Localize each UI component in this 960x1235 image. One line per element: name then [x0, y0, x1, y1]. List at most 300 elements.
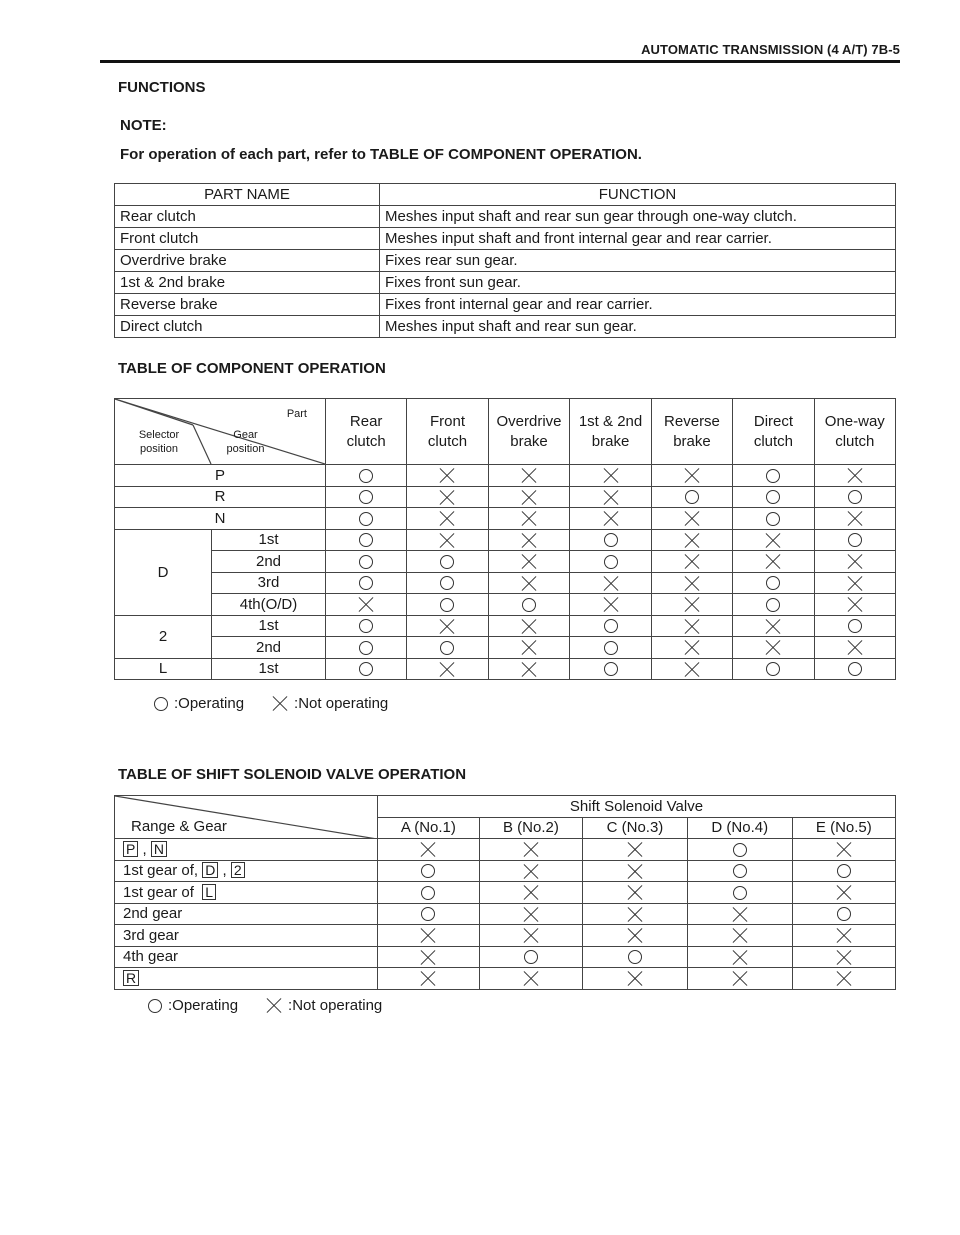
cross-icon: [272, 696, 288, 712]
corner-label-selector-position: Selector position: [138, 429, 180, 455]
table-row: [115, 316, 896, 338]
circle-icon: [848, 662, 862, 676]
operation-cell: [407, 572, 488, 594]
cross-icon: [521, 575, 537, 591]
operation-cell: [733, 594, 814, 616]
selector-position-cell: D: [115, 529, 212, 615]
note-text: For operation of each part, refer to TABLE OF COMPONENT OPERATION.: [120, 146, 642, 163]
operation-cell: [733, 572, 814, 594]
functions-header-row: [115, 184, 896, 206]
solenoid-state-cell: [583, 839, 688, 861]
column-header: [814, 399, 895, 465]
column-header-line: Reverse: [664, 412, 720, 430]
circle-icon: [766, 576, 780, 590]
cross-icon: [847, 597, 863, 613]
cross-icon: [627, 885, 643, 901]
selector-position-cell: L: [115, 658, 212, 680]
operation-cell: [570, 508, 651, 530]
circle-icon: [848, 490, 862, 504]
header-rule: [100, 60, 900, 63]
range-gear-cell: [115, 968, 378, 990]
operation-cell: [570, 529, 651, 551]
circle-icon: [837, 864, 851, 878]
circle-icon: [733, 843, 747, 857]
operation-cell: [326, 637, 407, 659]
operation-cell: [326, 508, 407, 530]
circle-icon: [837, 907, 851, 921]
table-row: [115, 925, 896, 947]
cross-icon: [732, 949, 748, 965]
solenoid-state-cell: [792, 903, 895, 925]
part-name-cell: Direct clutch: [115, 316, 380, 338]
operation-cell: [651, 594, 733, 616]
solenoid-column-header: E (No.5): [792, 817, 895, 839]
range-gear-text: ,: [218, 862, 231, 880]
gear-position-cell: 2nd: [212, 637, 326, 659]
solenoid-state-cell: [479, 925, 582, 947]
operation-cell: [651, 508, 733, 530]
solenoid-column-header: B (No.2): [479, 817, 582, 839]
cross-icon: [439, 532, 455, 548]
solenoid-state-cell: [479, 860, 582, 882]
cross-icon: [627, 928, 643, 944]
cross-icon: [627, 863, 643, 879]
solenoid-state-cell: [687, 903, 792, 925]
circle-icon: [604, 662, 618, 676]
column-header-line: Overdrive: [496, 412, 562, 430]
solenoid-state-cell: [792, 882, 895, 904]
solenoid-state-cell: [378, 903, 480, 925]
operation-cell: [570, 465, 651, 487]
solenoid-state-cell: [583, 903, 688, 925]
table-row: [115, 637, 896, 659]
solenoid-state-cell: [687, 860, 792, 882]
table-row: [115, 946, 896, 968]
column-header-line: clutch: [346, 432, 386, 450]
range-gear-text: ,: [138, 840, 151, 858]
functions-section-title: FUNCTIONS: [118, 79, 206, 96]
circle-icon: [359, 576, 373, 590]
operation-cell: [326, 465, 407, 487]
operation-cell: [651, 615, 733, 637]
operation-cell: [488, 615, 570, 637]
table-row: [115, 882, 896, 904]
solenoid-column-header: D (No.4): [687, 817, 792, 839]
component-corner-header: [115, 399, 326, 465]
table-row: [115, 658, 896, 680]
operation-cell: [407, 658, 488, 680]
circle-icon: [848, 619, 862, 633]
circle-icon: [685, 490, 699, 504]
circle-icon: [440, 555, 454, 569]
solenoid-state-cell: [583, 925, 688, 947]
table-row: [115, 465, 896, 487]
cross-icon: [684, 597, 700, 613]
operation-cell: [814, 486, 895, 508]
circle-icon: [522, 598, 536, 612]
selector-position-cell: P: [115, 465, 326, 487]
cross-icon: [765, 618, 781, 634]
column-header: [733, 399, 814, 465]
solenoid-state-cell: [583, 946, 688, 968]
cross-icon: [684, 554, 700, 570]
cross-icon: [523, 906, 539, 922]
range-position-box: R: [123, 970, 139, 986]
operation-cell: [488, 486, 570, 508]
cross-icon: [847, 640, 863, 656]
table-row: [115, 968, 896, 990]
column-header-line: Front: [429, 412, 465, 430]
solenoid-legend: [148, 997, 410, 1014]
table-row: [115, 508, 896, 530]
cross-icon: [765, 640, 781, 656]
circle-icon: [440, 598, 454, 612]
cross-icon: [627, 906, 643, 922]
column-header-line: Direct: [753, 412, 794, 430]
operation-cell: [407, 486, 488, 508]
cross-icon: [627, 842, 643, 858]
solenoid-state-cell: [378, 860, 480, 882]
cross-icon: [684, 661, 700, 677]
table-row: [115, 206, 896, 228]
cross-icon: [847, 575, 863, 591]
cross-icon: [603, 489, 619, 505]
component-legend: [154, 695, 416, 712]
operation-cell: [733, 486, 814, 508]
gear-position-cell: 1st: [212, 658, 326, 680]
table-row: [115, 594, 896, 616]
range-position-box: D: [202, 862, 218, 878]
cross-icon: [420, 971, 436, 987]
cross-icon: [836, 949, 852, 965]
operation-cell: [326, 529, 407, 551]
cross-icon: [523, 842, 539, 858]
solenoid-group-header-row: [115, 796, 896, 818]
solenoid-section-title: TABLE OF SHIFT SOLENOID VALVE OPERATION: [118, 766, 467, 783]
solenoid-state-cell: [687, 839, 792, 861]
operation-cell: [326, 658, 407, 680]
circle-icon: [359, 512, 373, 526]
cross-icon: [420, 842, 436, 858]
cross-icon: [847, 554, 863, 570]
range-gear-text: 4th gear: [123, 948, 179, 966]
operation-cell: [570, 551, 651, 573]
cross-icon: [439, 468, 455, 484]
table-row: [115, 250, 896, 272]
range-gear-text: 1st gear of,: [123, 862, 203, 880]
column-header-line: brake: [673, 432, 711, 450]
cross-icon: [684, 618, 700, 634]
operation-cell: [407, 594, 488, 616]
operation-cell: [814, 572, 895, 594]
table-row: [115, 839, 896, 861]
operation-cell: [733, 615, 814, 637]
circle-icon: [604, 619, 618, 633]
cross-icon: [439, 511, 455, 527]
circle-icon: [604, 533, 618, 547]
gear-position-cell: 3rd: [212, 572, 326, 594]
legend-operating: :Operating: [174, 695, 245, 712]
operation-cell: [651, 572, 733, 594]
operation-cell: [570, 572, 651, 594]
circle-icon: [628, 950, 642, 964]
solenoid-state-cell: [792, 946, 895, 968]
solenoid-state-cell: [378, 968, 480, 990]
cross-icon: [836, 928, 852, 944]
cross-icon: [732, 971, 748, 987]
cross-icon: [439, 661, 455, 677]
cross-icon: [523, 863, 539, 879]
cross-icon: [420, 949, 436, 965]
operation-cell: [407, 508, 488, 530]
cross-icon: [266, 998, 282, 1014]
operation-cell: [814, 465, 895, 487]
operation-cell: [407, 615, 488, 637]
operation-cell: [651, 658, 733, 680]
column-header-line: brake: [591, 432, 630, 450]
cross-icon: [439, 489, 455, 505]
table-row: [115, 228, 896, 250]
cross-icon: [684, 575, 700, 591]
table-row: [115, 272, 896, 294]
operation-cell: [651, 465, 733, 487]
column-header: [326, 399, 407, 465]
corner-label-gear-position: Gear position: [226, 429, 265, 455]
legend-operating: :Operating: [168, 997, 239, 1014]
operation-cell: [733, 465, 814, 487]
gear-position-cell: 1st: [212, 615, 326, 637]
operation-cell: [407, 637, 488, 659]
cross-icon: [627, 971, 643, 987]
solenoid-state-cell: [687, 946, 792, 968]
operation-cell: [814, 551, 895, 573]
column-header: [488, 399, 570, 465]
shift-solenoid-valve-header: Shift Solenoid Valve: [378, 796, 896, 818]
part-name-cell: Rear clutch: [115, 206, 380, 228]
cross-icon: [521, 618, 537, 634]
range-gear-cell: [115, 860, 378, 882]
cross-icon: [836, 885, 852, 901]
solenoid-state-cell: [792, 925, 895, 947]
solenoid-state-cell: [479, 903, 582, 925]
cross-icon: [836, 971, 852, 987]
range-gear-cell: [115, 903, 378, 925]
operation-cell: [651, 529, 733, 551]
column-header-function: FUNCTION: [380, 184, 896, 206]
gear-position-cell: 1st: [212, 529, 326, 551]
solenoid-state-cell: [583, 860, 688, 882]
cross-icon: [521, 532, 537, 548]
operation-cell: [326, 572, 407, 594]
cross-icon: [439, 618, 455, 634]
circle-icon: [440, 576, 454, 590]
range-gear-cell: [115, 839, 378, 861]
operation-cell: [488, 658, 570, 680]
operation-cell: [651, 637, 733, 659]
function-cell: Meshes input shaft and rear sun gear through one-way clutch.: [380, 206, 896, 228]
cross-icon: [603, 468, 619, 484]
cross-icon: [358, 597, 374, 613]
range-gear-label: Range & Gear: [131, 818, 227, 835]
cross-icon: [765, 554, 781, 570]
part-name-cell: Front clutch: [115, 228, 380, 250]
solenoid-state-cell: [687, 882, 792, 904]
solenoid-state-cell: [687, 925, 792, 947]
operation-cell: [407, 551, 488, 573]
cross-icon: [521, 554, 537, 570]
range-gear-cell: [115, 946, 378, 968]
table-row: [115, 529, 896, 551]
solenoid-state-cell: [583, 882, 688, 904]
operation-cell: [488, 637, 570, 659]
cross-icon: [523, 971, 539, 987]
range-position-box: 2: [231, 862, 245, 878]
solenoid-state-cell: [378, 882, 480, 904]
circle-icon: [766, 490, 780, 504]
solenoid-state-cell: [792, 839, 895, 861]
circle-icon: [604, 641, 618, 655]
cross-icon: [603, 575, 619, 591]
column-header-line: clutch: [427, 432, 468, 450]
circle-icon: [359, 490, 373, 504]
part-name-cell: Reverse brake: [115, 294, 380, 316]
circle-icon: [359, 555, 373, 569]
table-row: [115, 486, 896, 508]
column-header: [570, 399, 651, 465]
range-gear-text: 2nd gear: [123, 905, 183, 923]
column-header-line: clutch: [753, 432, 794, 450]
circle-icon: [766, 512, 780, 526]
operation-cell: [651, 486, 733, 508]
cross-icon: [732, 906, 748, 922]
circle-icon: [421, 907, 435, 921]
range-gear-text: 1st gear of: [123, 883, 203, 901]
operation-cell: [733, 508, 814, 530]
component-section-title: TABLE OF COMPONENT OPERATION: [118, 360, 386, 377]
operation-cell: [570, 658, 651, 680]
function-cell: Meshes input shaft and rear sun gear.: [380, 316, 896, 338]
circle-icon: [766, 598, 780, 612]
solenoid-state-cell: [378, 925, 480, 947]
table-row: [115, 551, 896, 573]
circle-icon: [359, 662, 373, 676]
operation-cell: [814, 658, 895, 680]
circle-icon: [733, 886, 747, 900]
operation-cell: [733, 637, 814, 659]
cross-icon: [523, 928, 539, 944]
operation-cell: [570, 594, 651, 616]
solenoid-state-cell: [378, 946, 480, 968]
table-row: [115, 615, 896, 637]
cross-icon: [521, 661, 537, 677]
operation-cell: [488, 529, 570, 551]
column-header-line: Rear: [349, 412, 383, 430]
circle-icon: [154, 697, 168, 711]
range-gear-cell: [115, 882, 378, 904]
operation-cell: [488, 572, 570, 594]
circle-icon: [766, 469, 780, 483]
operation-cell: [814, 529, 895, 551]
operation-cell: [814, 637, 895, 659]
solenoid-state-cell: [792, 968, 895, 990]
operation-cell: [326, 551, 407, 573]
legend-not-operating: :Not operating: [288, 997, 383, 1014]
solenoid-state-cell: [792, 860, 895, 882]
operation-cell: [570, 486, 651, 508]
selector-position-cell: R: [115, 486, 326, 508]
part-name-cell: Overdrive brake: [115, 250, 380, 272]
operation-cell: [326, 594, 407, 616]
component-header-row: [115, 399, 896, 465]
circle-icon: [440, 641, 454, 655]
circle-icon: [359, 469, 373, 483]
cross-icon: [765, 532, 781, 548]
circle-icon: [733, 864, 747, 878]
operation-cell: [814, 615, 895, 637]
cross-icon: [684, 640, 700, 656]
cross-icon: [847, 511, 863, 527]
operation-cell: [570, 637, 651, 659]
solenoid-state-cell: [479, 839, 582, 861]
cross-icon: [523, 885, 539, 901]
cross-icon: [732, 928, 748, 944]
cross-icon: [521, 640, 537, 656]
operation-cell: [814, 594, 895, 616]
operation-cell: [488, 465, 570, 487]
selector-position-cell: 2: [115, 615, 212, 658]
cross-icon: [521, 489, 537, 505]
operation-cell: [651, 551, 733, 573]
operation-cell: [570, 615, 651, 637]
circle-icon: [421, 886, 435, 900]
function-cell: Fixes rear sun gear.: [380, 250, 896, 272]
column-header-line: One-way: [824, 412, 885, 430]
cross-icon: [521, 468, 537, 484]
part-name-cell: 1st & 2nd brake: [115, 272, 380, 294]
circle-icon: [359, 619, 373, 633]
solenoid-state-cell: [583, 968, 688, 990]
solenoid-state-cell: [479, 968, 582, 990]
functions-table: [114, 183, 896, 338]
function-cell: Fixes front sun gear.: [380, 272, 896, 294]
note-label: NOTE:: [120, 117, 167, 134]
solenoid-state-cell: [479, 946, 582, 968]
cross-icon: [603, 511, 619, 527]
operation-cell: [488, 551, 570, 573]
table-row: [115, 903, 896, 925]
solenoid-column-header: A (No.1): [378, 817, 480, 839]
solenoid-state-cell: [479, 882, 582, 904]
gear-position-cell: 4th(O/D): [212, 594, 326, 616]
selector-position-cell: N: [115, 508, 326, 530]
cross-icon: [521, 511, 537, 527]
operation-cell: [733, 551, 814, 573]
circle-icon: [766, 662, 780, 676]
solenoid-state-cell: [378, 839, 480, 861]
solenoid-state-cell: [687, 968, 792, 990]
circle-icon: [604, 555, 618, 569]
column-header-line: 1st & 2nd: [578, 412, 643, 430]
page-header-title: AUTOMATIC TRANSMISSION (4 A/T) 7B-5: [641, 42, 900, 57]
circle-icon: [421, 864, 435, 878]
cross-icon: [684, 532, 700, 548]
component-operation-table: [114, 398, 896, 680]
column-header-part-name: PART NAME: [115, 184, 380, 206]
column-header: [407, 399, 488, 465]
circle-icon: [148, 999, 162, 1013]
operation-cell: [733, 529, 814, 551]
cross-icon: [603, 597, 619, 613]
